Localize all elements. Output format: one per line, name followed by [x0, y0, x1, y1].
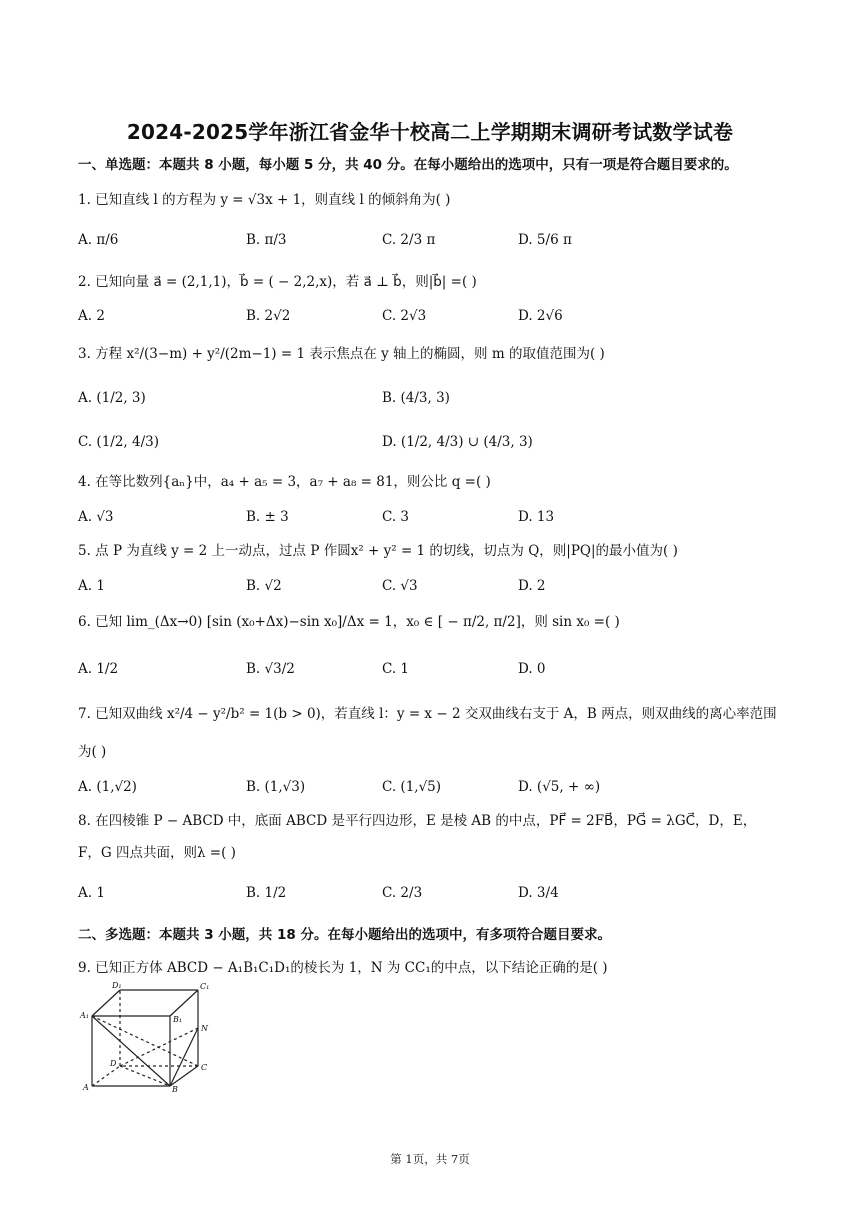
q5-option-c: C. √3 — [382, 578, 418, 594]
label-b1: B₁ — [173, 1015, 183, 1024]
q5-option-a: A. 1 — [78, 578, 105, 594]
question-8-line-2: F，G 四点共面，则λ =( ) — [78, 845, 236, 861]
q4-option-c: C. 3 — [382, 509, 410, 525]
question-7-line-1: 7. 已知双曲线 x²/4 − y²/b² = 1(b > 0)，若直线 l：y = x − 2 交双曲线右支于 A，B 两点，则双曲线的离心率范围 — [78, 706, 777, 722]
page-footer: 第 1页，共 7页 — [390, 1152, 470, 1166]
label-c: C — [201, 1063, 208, 1072]
label-d1: D₁ — [112, 981, 122, 990]
question-7-line-2: 为( ) — [78, 744, 107, 760]
q3-option-b: B. (4/3, 3) — [382, 390, 450, 406]
q7-option-d: D. (√5, + ∞) — [518, 779, 601, 795]
section-heading-multi-choice: 二、多选题：本题共 3 小题，共 18 分。在每小题给出的选项中，有多项符合题目要求。 — [78, 927, 611, 943]
q7-option-b: B. (1,√3) — [246, 779, 306, 795]
label-c1: C₁ — [200, 982, 210, 991]
edge-a-d — [92, 1066, 120, 1086]
q1-option-d: D. 5/6 π — [518, 232, 572, 248]
edge-a1-d1 — [92, 990, 120, 1016]
q2-option-a: A. 2 — [78, 308, 105, 324]
label-a1: A₁ — [80, 1011, 89, 1020]
diag-b-n — [170, 1028, 198, 1086]
cube-figure — [78, 980, 218, 1092]
q6-option-b: B. √3/2 — [246, 661, 295, 677]
question-8-line-1: 8. 在四棱锥 P − ABCD 中，底面 ABCD 是平行四边形，E 是棱 AB 的中点，PF⃗ = 2FB⃗，PG⃗ = λGC⃗，D，E， — [78, 813, 757, 829]
label-n: N — [201, 1024, 208, 1033]
q8-option-c: C. 2/3 — [382, 885, 423, 901]
question-4: 4. 在等比数列{aₙ}中，a₄ + a₅ = 3，a₇ + a₈ = 81，则公比 q =( ) — [78, 474, 491, 490]
q1-option-a: A. π/6 — [78, 232, 119, 248]
label-a: A — [83, 1083, 89, 1092]
q2-option-d: D. 2√6 — [518, 308, 563, 324]
question-6: 6. 已知 lim_(Δx→0) [sin (x₀+Δx)−sin x₀]/Δx = 1，x₀ ∈ [ − π/2, π/2]，则 sin x₀ =( ) — [78, 614, 620, 630]
q6-option-c: C. 1 — [382, 661, 410, 677]
diag-a1-b — [92, 1016, 170, 1086]
q8-option-d: D. 3/4 — [518, 885, 559, 901]
q5-option-d: D. 2 — [518, 578, 546, 594]
page-title: 2024-2025学年浙江省金华十校高二上学期期末调研考试数学试卷 — [126, 120, 734, 144]
q5-option-b: B. √2 — [246, 578, 282, 594]
diag-a1-c — [92, 1016, 198, 1066]
question-9: 9. 已知正方体 ABCD − A₁B₁C₁D₁的棱长为 1，N 为 CC₁的中点，以下结论正确的是( ) — [78, 960, 608, 976]
q4-option-b: B. ± 3 — [246, 509, 289, 525]
question-2: 2. 已知向量 a⃗ = (2,1,1)，b⃗ = ( − 2,2,x)，若 a⃗ ⊥ b⃗，则|b⃗| =( ) — [78, 274, 477, 290]
q7-option-a: A. (1,√2) — [78, 779, 137, 795]
q3-option-c: C. (1/2, 4/3) — [78, 434, 159, 450]
q8-option-b: B. 1/2 — [246, 885, 287, 901]
section-heading-single-choice: 一、单选题：本题共 8 小题，每小题 5 分，共 40 分。在每小题给出的选项中，只有一项是符合题目要求的。 — [78, 157, 738, 173]
edge-b1-c1 — [170, 990, 198, 1016]
question-3: 3. 方程 x²/(3−m) + y²/(2m−1) = 1 表示焦点在 y 轴上的椭圆，则 m 的取值范围为( ) — [78, 346, 605, 362]
label-d: D — [110, 1059, 117, 1068]
q3-option-a: A. (1/2, 3) — [78, 390, 146, 406]
q1-option-b: B. π/3 — [246, 232, 287, 248]
q2-option-b: B. 2√2 — [246, 308, 291, 324]
q7-option-c: C. (1,√5) — [382, 779, 442, 795]
q2-option-c: C. 2√3 — [382, 308, 427, 324]
q1-option-c: C. 2/3 π — [382, 232, 436, 248]
question-1: 1. 已知直线 l 的方程为 y = √3x + 1，则直线 l 的倾斜角为( ) — [78, 192, 451, 208]
q8-option-a: A. 1 — [78, 885, 105, 901]
q3-option-d: D. (1/2, 4/3) ∪ (4/3, 3) — [382, 434, 533, 450]
q4-option-d: D. 13 — [518, 509, 555, 525]
q6-option-a: A. 1/2 — [78, 661, 119, 677]
q4-option-a: A. √3 — [78, 509, 114, 525]
question-5: 5. 点 P 为直线 y = 2 上一动点，过点 P 作圆x² + y² = 1 的切线，切点为 Q，则|PQ|的最小值为( ) — [78, 543, 678, 559]
diag-d-b — [120, 1066, 170, 1086]
label-b: B — [172, 1085, 178, 1092]
q6-option-d: D. 0 — [518, 661, 546, 677]
